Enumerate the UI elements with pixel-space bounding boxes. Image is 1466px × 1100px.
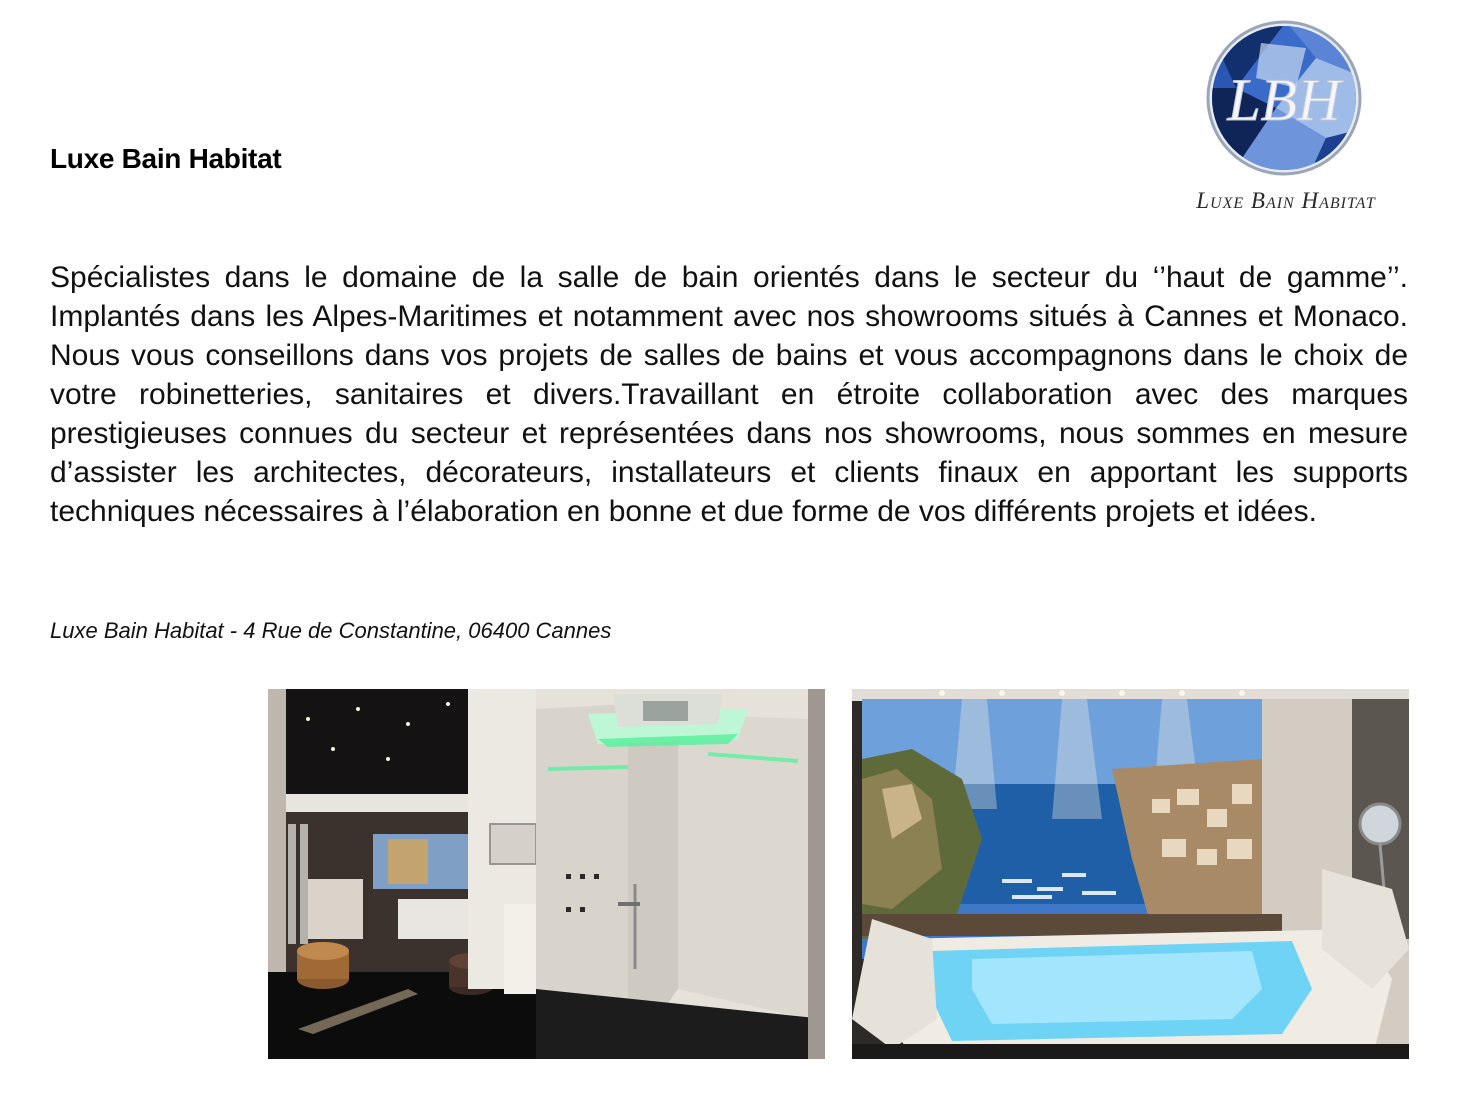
brand-logo	[1166, 18, 1406, 223]
company-address: Luxe Bain Habitat - 4 Rue de Constantine, 06400 Cannes	[50, 618, 612, 643]
logo-emblem	[1166, 18, 1406, 188]
company-description: Spécialistes dans le domaine de la salle de bain orientés dans le secteur du ‘’haut de gamme’’. Implantés dans les Alpes-Maritimes et notamment avec nos showrooms situés à Cannes et Monaco. Nous vous conseillons dans vos projets de salles de bains et vous accompagnons dans le choix de votre robinetteries, sanitaires et divers.Travaillant en étroite collaboration avec des marques prestigieuses connues du secteur et représentées dans nos showrooms, nous sommes en mesure d’assister les architectes, décorateurs, installateurs et clients finaux en apportant les supports techniques nécessaires à l’élaboration en bonne et due forme de vos différents projets et idées.	[50, 261, 1408, 528]
bathtub-mural-photo	[852, 689, 1409, 1059]
showroom-shower-photo	[268, 689, 825, 1059]
svg-text:LBH: LBH	[1227, 67, 1341, 133]
page-title: Luxe Bain Habitat	[50, 143, 282, 174]
logo-caption: Luxe Bain Habitat	[1196, 188, 1376, 213]
